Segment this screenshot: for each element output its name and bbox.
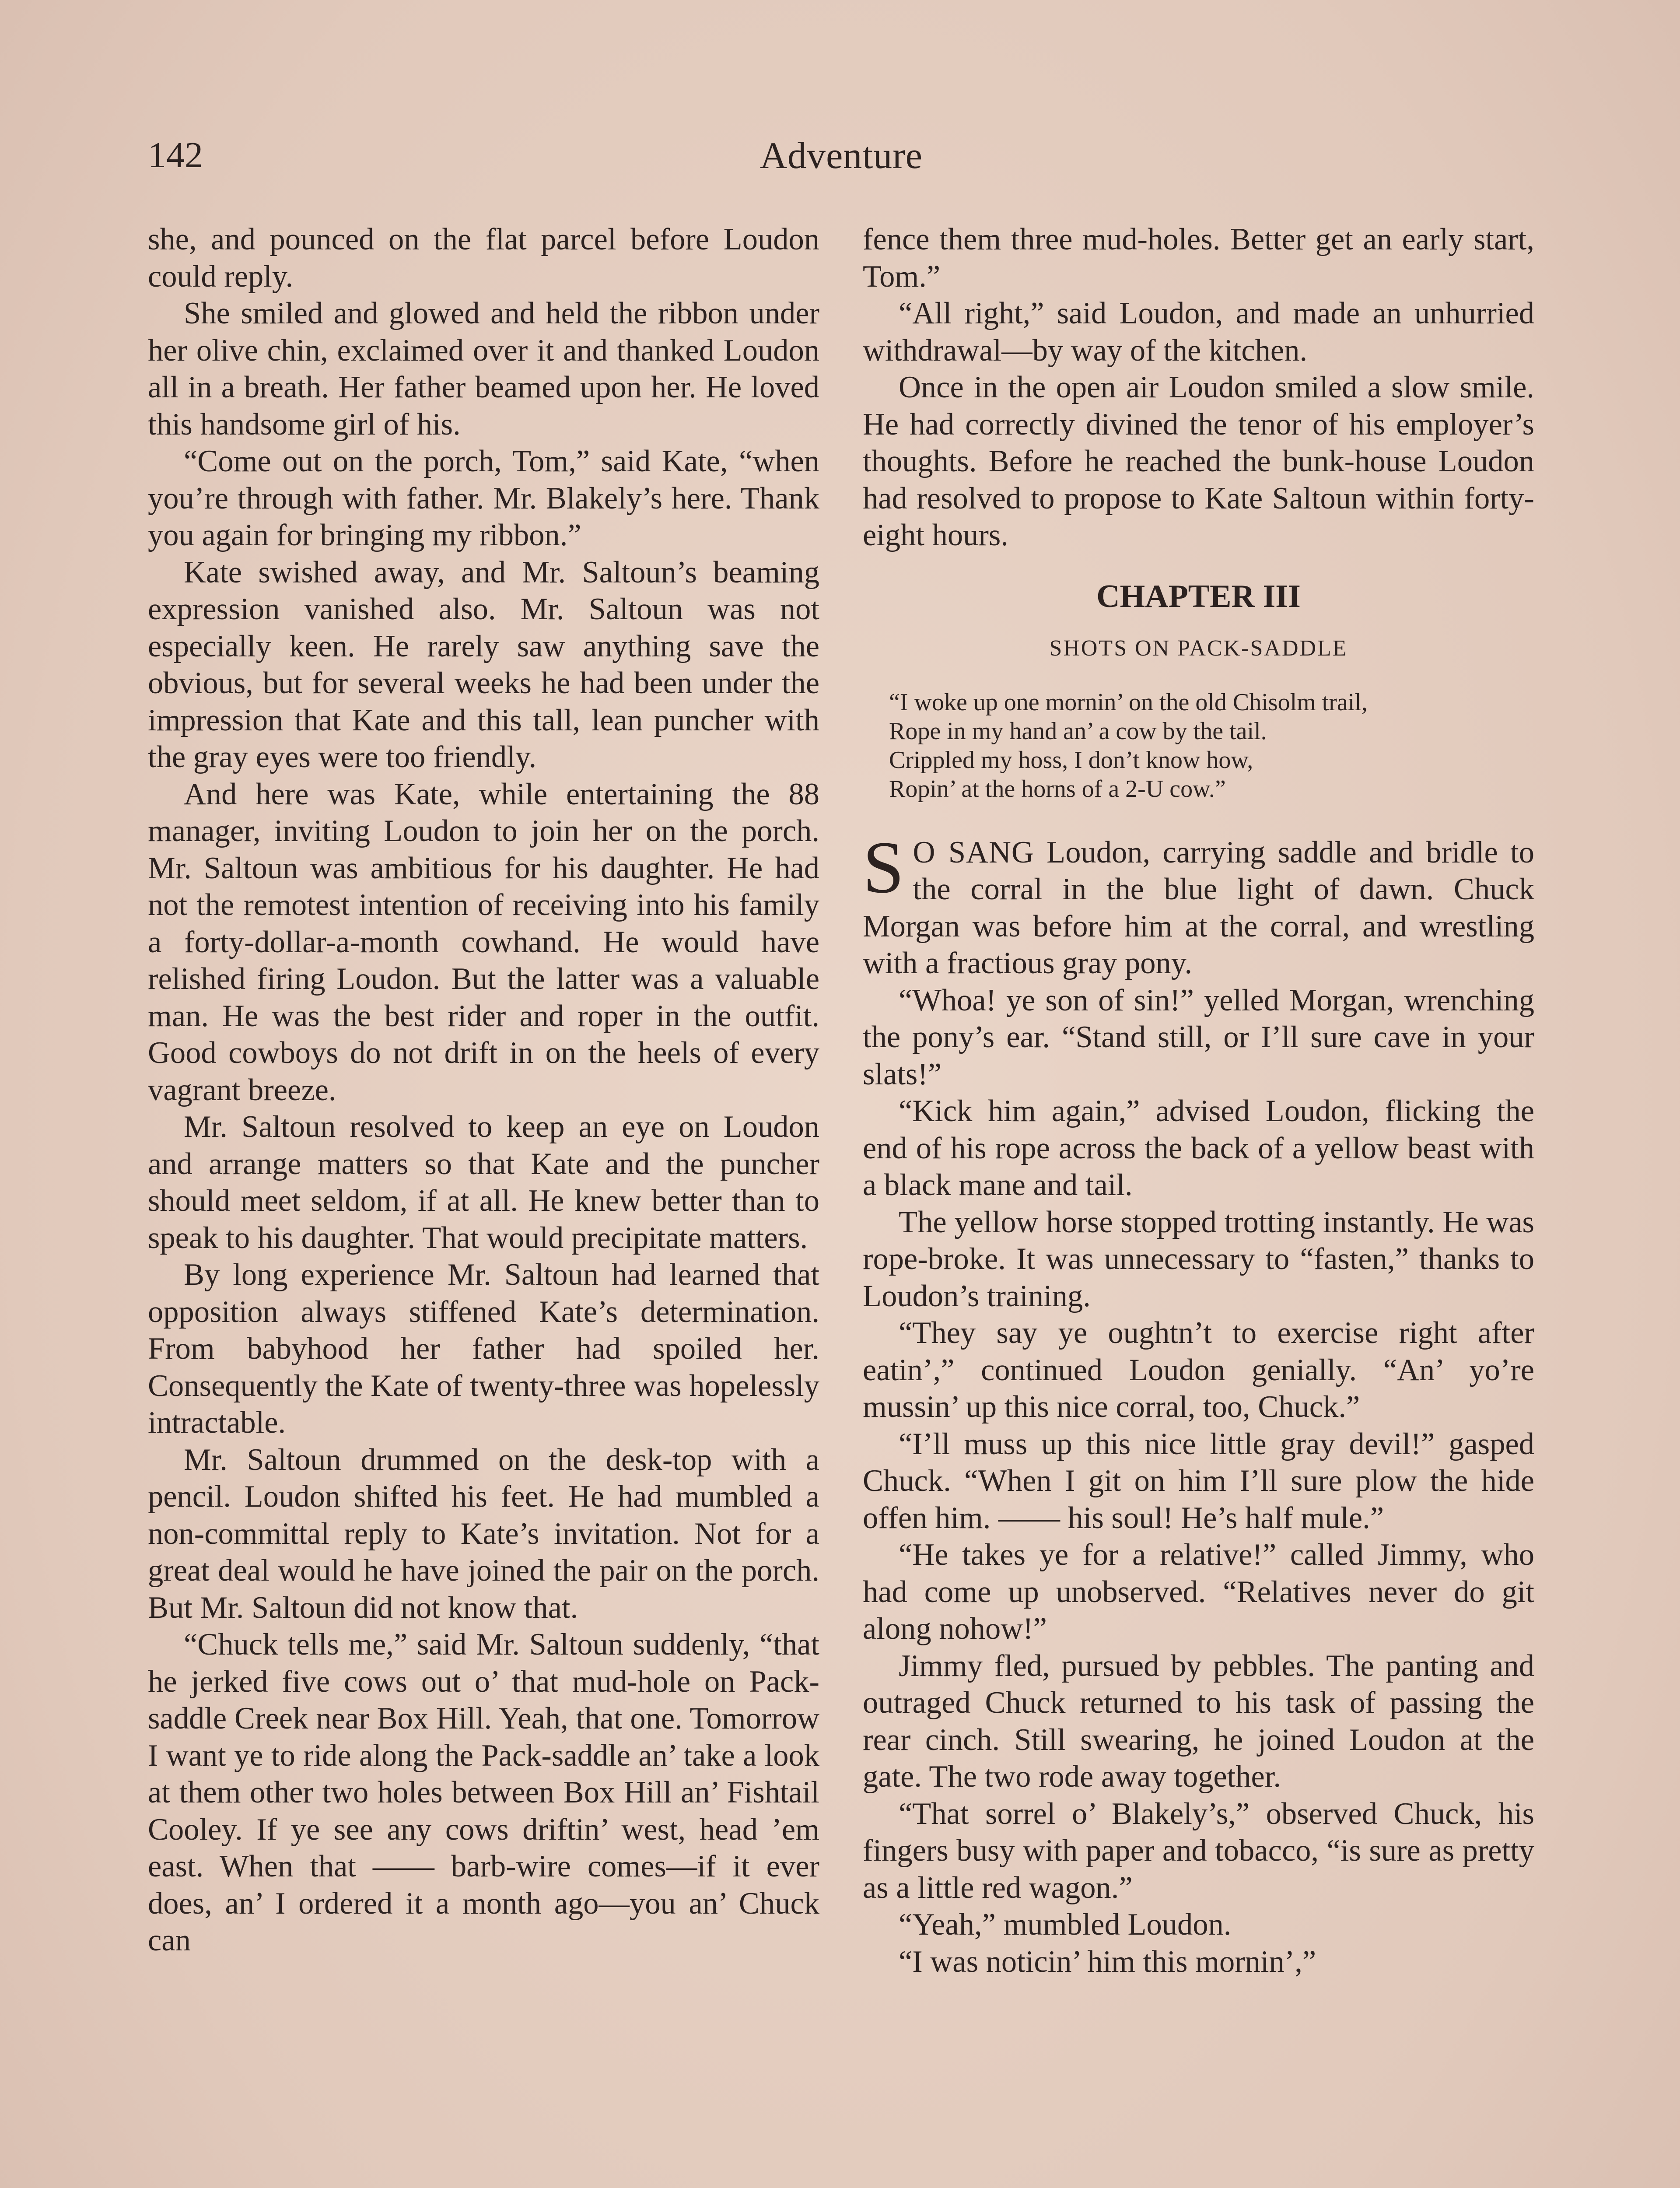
paragraph: “They say ye oughtn’t to exercise right after eatin’,” continued Loudon genially. “An’ yo’re mussin’ up this nice corral, too, Chuck.” xyxy=(863,1316,1534,1424)
paragraph: Mr. Saltoun resolved to keep an eye on Loudon and arrange matters so that Kate and the puncher should meet seldom, if at all. He knew better than to speak to his daughter. That would precipitate matters. xyxy=(148,1110,819,1255)
paragraph: “Come out on the porch, Tom,” said Kate, “when you’re through with father. Mr. Blakely’s here. Thank you again for bringing my ribbon.” xyxy=(148,444,819,552)
paragraph: Kate swished away, and Mr. Saltoun’s beaming expression vanished also. Mr. Saltoun was not especially keen. He rarely saw anything save the obvious, but for several weeks he had been under the impression that Kate and this tall, lean puncher with the gray eyes were too friendly. xyxy=(148,555,819,774)
page-number: 142 xyxy=(148,135,203,175)
opening-smallcaps: O SANG xyxy=(913,835,1034,870)
paragraph: The yellow horse stopped trotting instantly. He was rope-broke. It was unnecessary to “fasten,” thanks to Loudon’s training. xyxy=(863,1205,1534,1313)
chapter-heading: CHAPTER III xyxy=(1096,578,1301,614)
paragraph: By long experience Mr. Saltoun had learned that opposition always stiffened Kate’s determination. From babyhood her father had spoiled her. Consequently the Kate of twenty-three was hopelessly intractable. xyxy=(148,1258,819,1440)
running-title: Adventure xyxy=(760,134,923,176)
paragraph: “Yeah,” mumbled Loudon. xyxy=(899,1907,1232,1942)
paragraph: Jimmy fled, pursued by pebbles. The panting and outraged Chuck returned to his task of passing the rear cinch. Still swearing, he joined Loudon at the gate. The two rode away together. xyxy=(863,1648,1534,1794)
paragraph: “Chuck tells me,” said Mr. Saltoun suddenly, “that he jerked five cows out o’ that mud-hole on Pack-saddle Creek near Box Hill. Yeah, that one. Tomorrow I want ye to ride along the Pack-saddle an’ take a look at them other two holes between Box Hill an’ Fishtail Cooley. If ye see any cows driftin’ west, head ’em east. When that —— barb-wire comes—if it ever does, an’ I ordered it a month ago—you an’ Chuck can xyxy=(148,1627,819,1957)
paragraph: “All right,” said Loudon, and made an unhurried withdrawal—by way of the kitchen. xyxy=(863,296,1534,368)
paragraph: “That sorrel o’ Blakely’s,” observed Chuck, his fingers busy with paper and tobacco, “is sure as pretty as a little red wagon.” xyxy=(863,1796,1534,1905)
paragraph: she, and pounced on the flat parcel before Loudon could reply. xyxy=(148,222,819,294)
paragraph: Mr. Saltoun drummed on the desk-top with a pencil. Loudon shifted his feet. He had mumbled a non-committal reply to Kate’s invitation. Not for a great deal would he have joined the pair on the porch. But Mr. Saltoun did not know that. xyxy=(148,1442,819,1625)
page-header xyxy=(148,131,1535,179)
right-column xyxy=(863,221,1534,1980)
paragraph: “Kick him again,” advised Loudon, flicking the end of his rope across the back of a yellow beast with a black mane and tail. xyxy=(863,1094,1534,1202)
chapter-subtitle: SHOTS ON PACK-SADDLE xyxy=(1049,635,1348,661)
paragraph: “Whoa! ye son of sin!” yelled Morgan, wrenching the pony’s ear. “Stand still, or I’ll sure cave in your slats!” xyxy=(863,983,1534,1091)
verse-line: Rope in my hand an’ a cow by the tail. xyxy=(889,717,1267,745)
verse-line: Crippled my hoss, I don’t know how, xyxy=(889,746,1253,774)
opening-text: Loudon, carrying saddle and bridle to the corral in the blue light of dawn. Chuck Morgan was before him at the corral, and wrestling with a fractious gray pony. xyxy=(863,835,1534,980)
paragraph: “I was noticin’ him this mornin’,” xyxy=(899,1944,1316,1979)
verse-line: Ropin’ at the horns of a 2-U cow.” xyxy=(889,775,1226,803)
left-column xyxy=(148,221,819,1959)
paragraph: “He takes ye for a relative!” called Jimmy, who had come up unobserved. “Relatives never do git along nohow!” xyxy=(863,1538,1534,1646)
paragraph: And here was Kate, while entertaining the 88 manager, inviting Loudon to join her on the porch. Mr. Saltoun was ambitious for his daughter. He had not the remotest intention of receiving into his family a forty-dollar-a-month cowhand. He would have relished firing Loudon. But the latter was a valuable man. He was the best rider and roper in the outfit. Good cowboys do not drift in on the heels of every vagrant breeze. xyxy=(148,777,819,1107)
paragraph: “I’ll muss up this nice little gray devil!” gasped Chuck. “When I git on him I’ll sure plow the hide offen him. —— his soul! He’s half mule.” xyxy=(863,1427,1534,1535)
drop-cap: S xyxy=(863,826,904,908)
paragraph: fence them three mud-holes. Better get an early start, Tom.” xyxy=(863,222,1534,294)
paragraph: Once in the open air Loudon smiled a slow smile. He had correctly divined the tenor of his employer’s thoughts. Before he reached the bunk-house Loudon had resolved to propose to Kate Saltoun within forty-eight hours. xyxy=(863,370,1534,552)
paragraph: She smiled and glowed and held the ribbon under her olive chin, exclaimed over it and thanked Loudon all in a breath. Her father beamed upon her. He loved this handsome girl of his. xyxy=(148,296,819,442)
epigraph-verse xyxy=(889,688,1534,803)
verse-line: “I woke up one mornin’ on the old Chisolm trail, xyxy=(889,688,1368,716)
chapter-opening-paragraph xyxy=(863,826,1534,982)
